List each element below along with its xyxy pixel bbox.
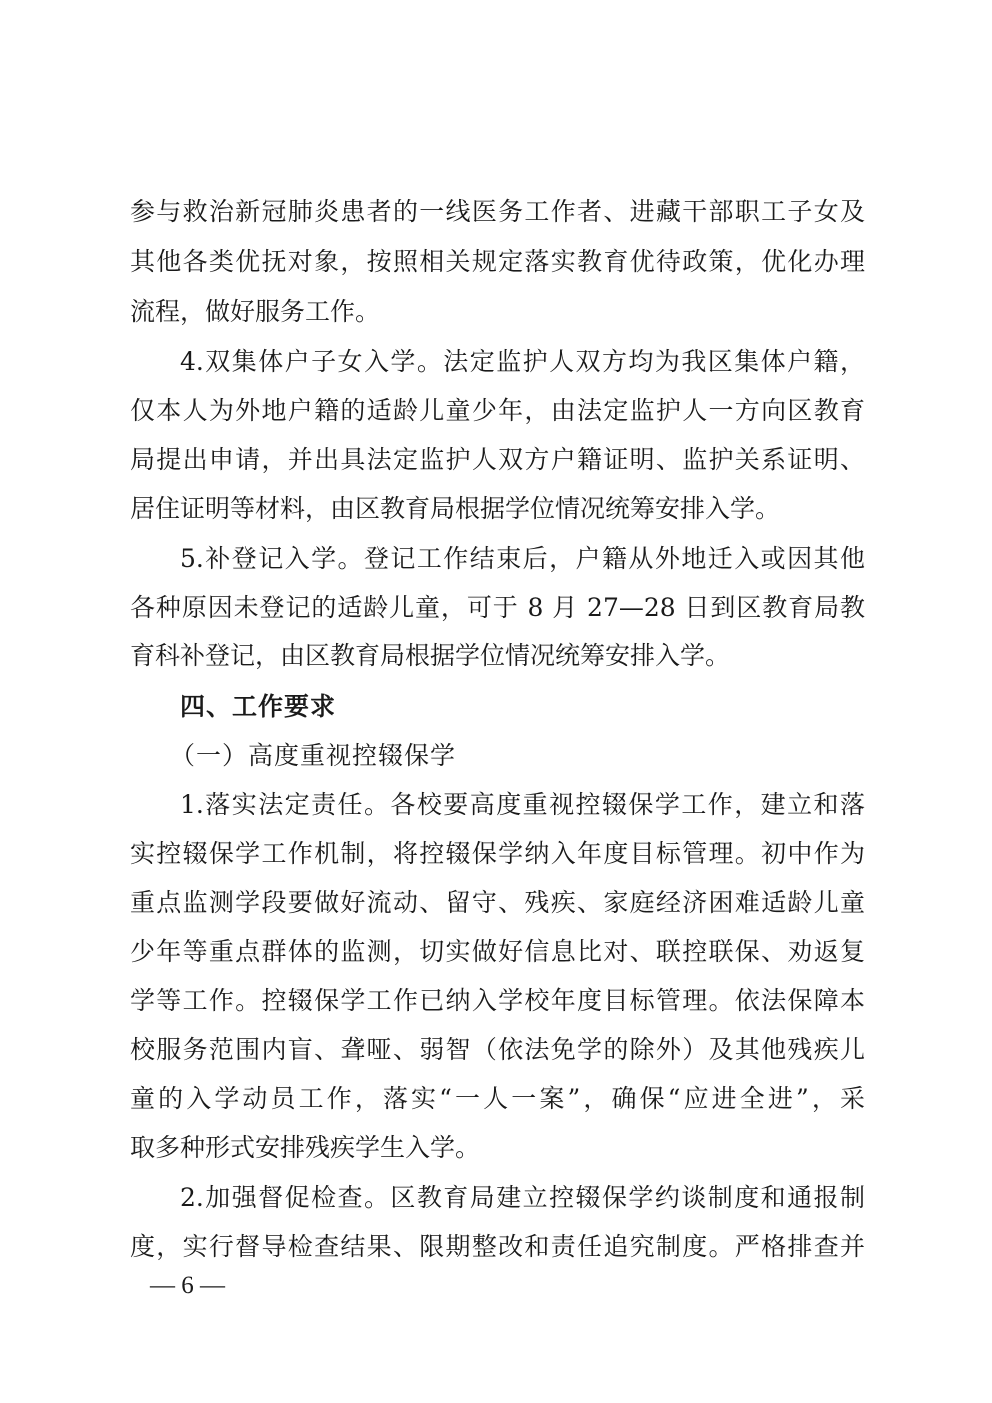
text-line: 重点监测学段要做好流动、留守、残疾、家庭经济困难适龄儿童 bbox=[130, 888, 865, 917]
text-line: 学等工作。控辍保学工作已纳入学校年度目标管理。依法保障本 bbox=[130, 986, 865, 1015]
page-number: — 6 — bbox=[150, 1272, 225, 1299]
text-line: 5.补登记入学。登记工作结束后，户籍从外地迁入或因其他 bbox=[180, 544, 865, 573]
text-line: 其他各类优抚对象，按照相关规定落实教育优待政策，优化办理 bbox=[130, 247, 865, 276]
text-line: 取多种形式安排残疾学生入学。 bbox=[130, 1133, 481, 1162]
text-line: 各种原因未登记的适龄儿童，可于 8 月 27—28 日到区教育局教 bbox=[130, 593, 865, 622]
text-line: 流程，做好服务工作。 bbox=[130, 297, 381, 326]
text-line: 4.双集体户子女入学。法定监护人双方均为我区集体户籍， bbox=[180, 347, 865, 376]
text-line: 少年等重点群体的监测，切实做好信息比对、联控联保、劝返复 bbox=[130, 937, 865, 966]
text-line: 居住证明等材料，由区教育局根据学位情况统筹安排入学。 bbox=[130, 494, 781, 523]
section-heading: 四、工作要求 bbox=[180, 692, 337, 721]
text-line: 度，实行督导检查结果、限期整改和责任追究制度。严格排查并 bbox=[130, 1232, 865, 1261]
subsection-heading: （一）高度重视控辍保学 bbox=[170, 741, 457, 770]
text-line: 育科补登记，由区教育局根据学位情况统筹安排入学。 bbox=[130, 641, 731, 670]
text-line: 校服务范围内盲、聋哑、弱智（依法免学的除外）及其他残疾儿 bbox=[130, 1035, 865, 1064]
text-line: 参与救治新冠肺炎患者的一线医务工作者、进藏干部职工子女及 bbox=[130, 197, 865, 226]
text-line: 2.加强督促检查。区教育局建立控辍保学约谈制度和通报制 bbox=[180, 1183, 865, 1212]
text-line: 童的入学动员工作，落实“一人一案”，确保“应进全进”，采 bbox=[130, 1084, 865, 1113]
text-line: 局提出申请，并出具法定监护人双方户籍证明、监护关系证明、 bbox=[130, 445, 865, 474]
text-line: 实控辍保学工作机制，将控辍保学纳入年度目标管理。初中作为 bbox=[130, 839, 865, 868]
text-line: 1.落实法定责任。各校要高度重视控辍保学工作，建立和落 bbox=[180, 790, 865, 819]
text-line: 仅本人为外地户籍的适龄儿童少年，由法定监护人一方向区教育 bbox=[130, 396, 865, 425]
